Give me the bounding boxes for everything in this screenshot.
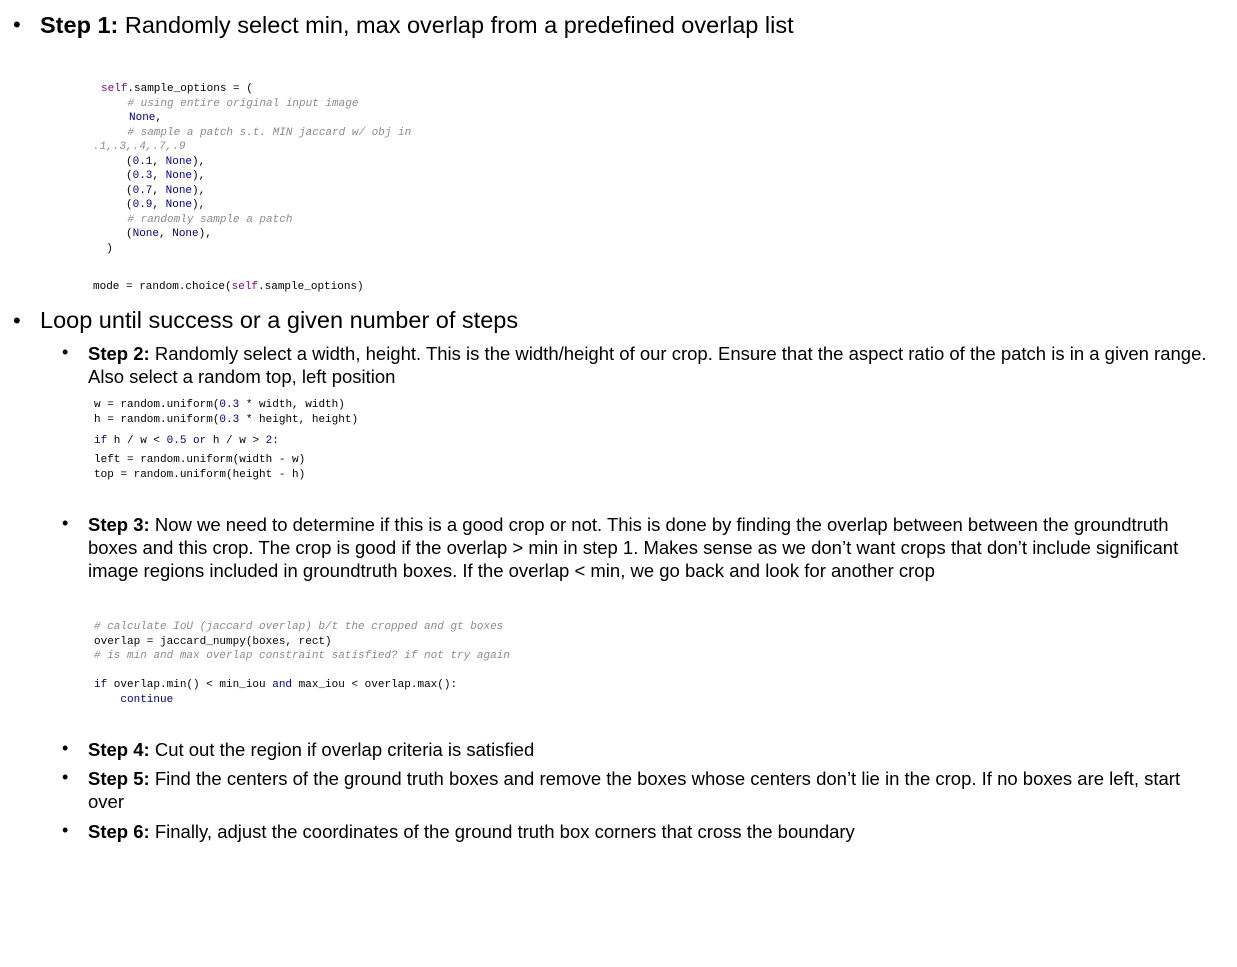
- code-comment: # randomly sample a patch: [101, 213, 293, 226]
- step-2: [88, 342, 1218, 388]
- code-keyword: if: [94, 679, 108, 691]
- code-token: top = random.uniform(height - h): [94, 468, 306, 481]
- code-block-overlap: [94, 620, 510, 664]
- code-block-random-size: [94, 398, 358, 427]
- step-1-label: Step 1:: [40, 12, 119, 38]
- code-token: h / w <: [107, 435, 167, 447]
- bullet-dot: •: [62, 767, 69, 787]
- code-comment: # sample a patch s.t. MIN jaccard w/ obj in: [101, 126, 412, 139]
- step-2-label: Step 2:: [88, 343, 150, 364]
- code-comment: # is min and max overlap constraint satisfied? if not try again: [94, 650, 510, 662]
- code-number: 0.3: [219, 399, 240, 411]
- code-token: None: [165, 199, 193, 211]
- code-token: mode = random.choice(: [93, 281, 232, 293]
- step-5-label: Step 5:: [88, 768, 150, 789]
- bullet-dot: •: [62, 342, 69, 362]
- bullet-dot: •: [62, 513, 69, 533]
- code-keyword: and: [272, 679, 293, 691]
- code-token: max_iou < overlap.max():: [292, 679, 458, 691]
- code-token: w = random.uniform(: [94, 399, 220, 411]
- code-comment: # calculate IoU (jaccard overlap) b/t the cropped and gt boxes: [94, 621, 504, 633]
- loop-heading: Loop until success or a given number of steps: [40, 307, 519, 333]
- code-keyword: continue: [120, 693, 174, 706]
- code-token: None: [165, 184, 193, 197]
- code-block-continue: [94, 678, 457, 707]
- step-4-label: Step 4:: [88, 739, 150, 760]
- code-token: None: [165, 170, 193, 182]
- code-number: 2: [265, 435, 273, 447]
- step-3: [88, 513, 1218, 582]
- code-number: 0.5: [166, 435, 187, 447]
- code-number: 0.3: [132, 170, 153, 182]
- code-token: self: [101, 83, 128, 95]
- code-token: * height, height): [239, 413, 359, 426]
- code-number: 0.7: [132, 184, 153, 197]
- step-3-text: Now we need to determine if this is a good crop or not. This is done by finding the overlap between between the groundtruth boxes and this crop. The crop is good if the overlap > min in step 1. Makes sense as we don’t want crops that don’t include significant image regions included in groundtruth boxes. If the overlap < min, we go back and look for another crop: [88, 514, 1179, 581]
- bullet-dot: •: [13, 12, 21, 37]
- step-4: [88, 738, 1218, 761]
- bullet-dot: •: [13, 308, 21, 333]
- code-block-sample-options: self.sample_options = ( # using entire original input image None, # sample a patch s.t. MIN jaccard w/ obj in .1,.3,.4,.7,.9 (0.1, None), (0.3, None), (0.7, None), (0.9, None), # randomly sample a patch (None, None), ): [93, 83, 412, 255]
- code-token: None: [165, 155, 193, 168]
- code-token: h = random.uniform(: [94, 413, 220, 426]
- code-token: h / w >: [206, 435, 266, 447]
- code-token: :: [272, 435, 279, 447]
- code-token: overlap = jaccard_numpy(boxes, rect): [94, 635, 332, 648]
- code-line-aspect-check: [94, 434, 279, 449]
- code-token: .sample_options = (: [127, 83, 253, 95]
- step-1: [40, 11, 794, 39]
- step-1-text: Randomly select min, max overlap from a predefined overlap list: [118, 12, 794, 38]
- code-keyword: if: [94, 435, 108, 447]
- bullet-dot: •: [62, 820, 69, 840]
- step-5: [88, 767, 1218, 813]
- code-token: self: [231, 281, 259, 293]
- code-keyword: or: [186, 435, 207, 447]
- step-6-text: Finally, adjust the coordinates of the ground truth box corners that cross the boundary: [149, 821, 855, 842]
- code-comment: .1,.3,.4,.7,.9: [93, 141, 186, 153]
- step-6: [88, 820, 1218, 843]
- code-token: .sample_options): [258, 281, 364, 293]
- code-number: 0.9: [132, 199, 153, 211]
- code-comment: # using entire original input image: [101, 97, 359, 110]
- code-token: overlap.min() < min_iou: [107, 679, 273, 691]
- code-line-mode: [93, 280, 364, 295]
- step-2-text: Randomly select a width, height. This is the width/height of our crop. Ensure that the aspect ratio of the patch is in a given range. Also select a random top, left position: [88, 343, 1207, 387]
- code-token: left = random.uniform(width - w): [94, 454, 306, 466]
- code-token: None: [172, 228, 199, 240]
- step-3-label: Step 3:: [88, 514, 150, 535]
- code-block-position: [94, 453, 305, 482]
- step-6-label: Step 6:: [88, 821, 150, 842]
- code-token: * width, width): [239, 399, 345, 411]
- code-token: ): [106, 242, 113, 255]
- code-number: 0.3: [219, 413, 240, 426]
- step-5-text: Find the centers of the ground truth boxes and remove the boxes whose centers don’t lie in the crop. If no boxes are left, start over: [88, 768, 1181, 812]
- bullet-dot: •: [62, 738, 69, 758]
- code-token: None: [132, 228, 160, 240]
- code-number: 0.1: [132, 155, 153, 168]
- step-4-text: Cut out the region if overlap criteria is satisfied: [149, 739, 535, 760]
- code-token: None: [129, 112, 156, 124]
